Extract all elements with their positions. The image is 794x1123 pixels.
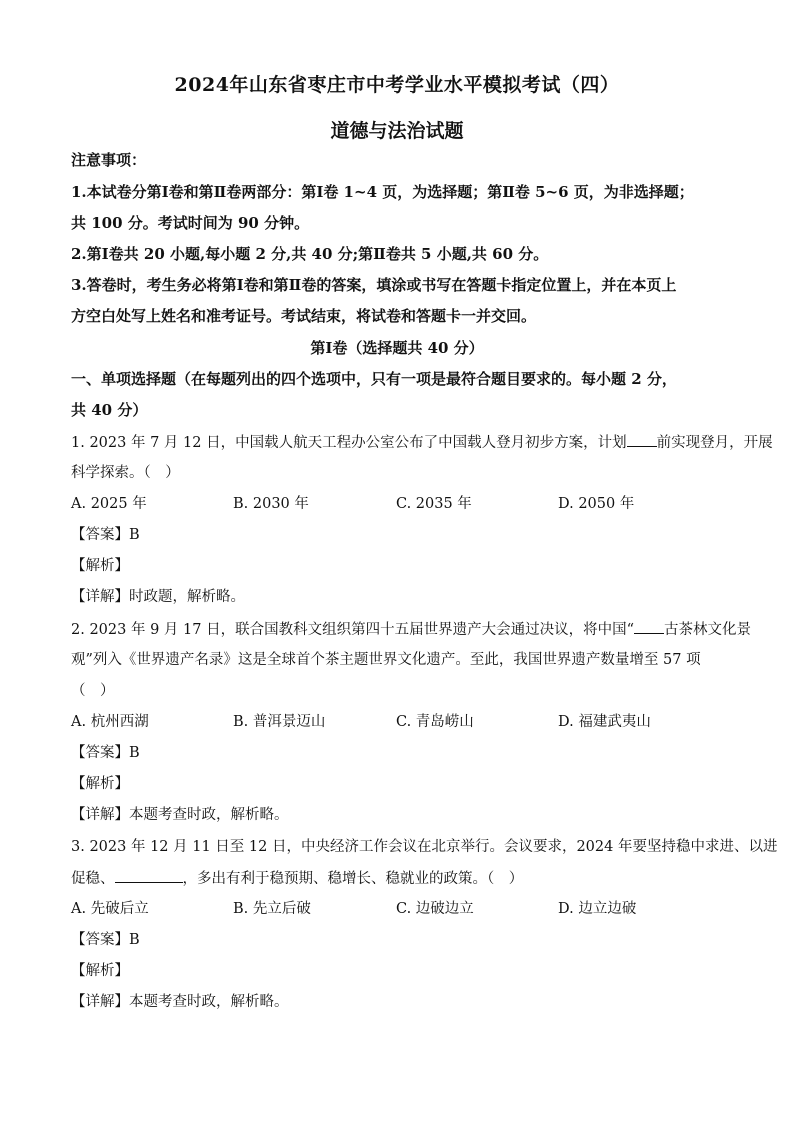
question-1-stem-text-b: 前实现登月，开展 [656, 435, 773, 451]
question-1-stem-text-a: 1. 2023 年 7 月 12 日，中国载人航天工程办公室公布了中国载人登月初步方案，计划 [71, 435, 627, 451]
note-3-line-2: 方空白处写上姓名和准考证号。考试结束，将试卷和答题卡一并交回。 [71, 307, 537, 325]
question-3-option-b: B. 先立后破 [233, 901, 311, 917]
notes-heading: 注意事项： [71, 151, 147, 169]
question-2-option-d: D. 福建武夷山 [558, 714, 651, 730]
question-1-stem-line-2: 科学探索。（ ） [71, 465, 180, 481]
question-1-detail: 【详解】时政题，解析略。 [71, 589, 245, 605]
question-3-option-a: A. 先破后立 [71, 901, 149, 917]
question-1-option-b: B. 2030 年 [233, 496, 309, 512]
question-2-stem-text-b: 古茶林文化景 [663, 622, 751, 638]
note-1-line-2: 共 100 分。考试时间为 90 分钟。 [71, 214, 310, 232]
question-1-option-c: C. 2035 年 [396, 496, 472, 512]
question-2-stem-line-2: 观”列入《世界遗产名录》这是全球首个茶主题世界文化遗产。至此，我国世界遗产数量增至 57 项 [71, 652, 701, 668]
question-3-stem-line-2 [71, 868, 731, 889]
exam-subtitle: 道德与法治试题 [330, 120, 464, 142]
question-1-answer: 【答案】B [71, 527, 140, 543]
exam-title: 2024年山东省枣庄市中考学业水平模拟考试（四） [174, 74, 620, 96]
part-heading-line-1: 一、单项选择题（在每题列出的四个选项中，只有一项是最符合题目要求的。每小题 2 分， [71, 370, 677, 388]
note-1-line-1: 1.本试卷分第Ⅰ卷和第Ⅱ卷两部分：第Ⅰ卷 1~4 页，为选择题；第Ⅱ卷 5~6 页，为非选择题； [71, 183, 694, 201]
question-2-stem-text-a: 2. 2023 年 9 月 17 日，联合国教科文组织第四十五届世界遗产大会通过决议，将中国“ [71, 622, 634, 638]
question-2-option-c: C. 青岛崂山 [396, 714, 474, 730]
question-2-answer: 【答案】B [71, 745, 140, 761]
section-title: 第Ⅰ卷（选择题共 40 分） [310, 339, 484, 357]
question-1-stem-line-1 [71, 432, 773, 453]
question-1-blank [627, 432, 657, 447]
question-3-stem-text-a: 促稳、 [71, 871, 115, 887]
question-3-analysis: 【解析】 [71, 963, 129, 979]
note-3-line-1: 3.答卷时，考生务必将第Ⅰ卷和第Ⅱ卷的答案，填涂或书写在答题卡指定位置上，并在本页上 [71, 276, 677, 294]
part-heading-line-2: 共 40 分） [71, 401, 148, 419]
question-3-stem-line-1: 3. 2023 年 12 月 11 日至 12 日，中央经济工作会议在北京举行。会议要求，2024 年要坚持稳中求进、以进 [71, 839, 778, 855]
question-3-option-c: C. 边破边立 [396, 901, 474, 917]
question-2-detail: 【详解】本题考查时政，解析略。 [71, 807, 289, 823]
question-2-analysis: 【解析】 [71, 776, 129, 792]
question-2-stem-line-1 [71, 619, 751, 640]
question-1-analysis: 【解析】 [71, 558, 129, 574]
question-2-blank [634, 619, 664, 634]
question-2-option-b: B. 普洱景迈山 [233, 714, 326, 730]
question-2-option-a: A. 杭州西湖 [71, 714, 149, 730]
question-1-option-a: A. 2025 年 [71, 496, 147, 512]
question-3-detail: 【详解】本题考查时政，解析略。 [71, 994, 289, 1010]
question-3-option-d: D. 边立边破 [558, 901, 637, 917]
question-3-stem-text-b: ，多出有利于稳预期、稳增长、稳就业的政策。（ ） [182, 871, 524, 887]
question-1-option-d: D. 2050 年 [558, 496, 635, 512]
question-2-stem-line-3: （ ） [71, 683, 115, 699]
question-3-blank [115, 868, 183, 883]
note-2: 2.第Ⅰ卷共 20 小题,每小题 2 分,共 40 分;第Ⅱ卷共 5 小题,共 60 分。 [71, 245, 549, 263]
question-3-answer: 【答案】B [71, 932, 140, 948]
